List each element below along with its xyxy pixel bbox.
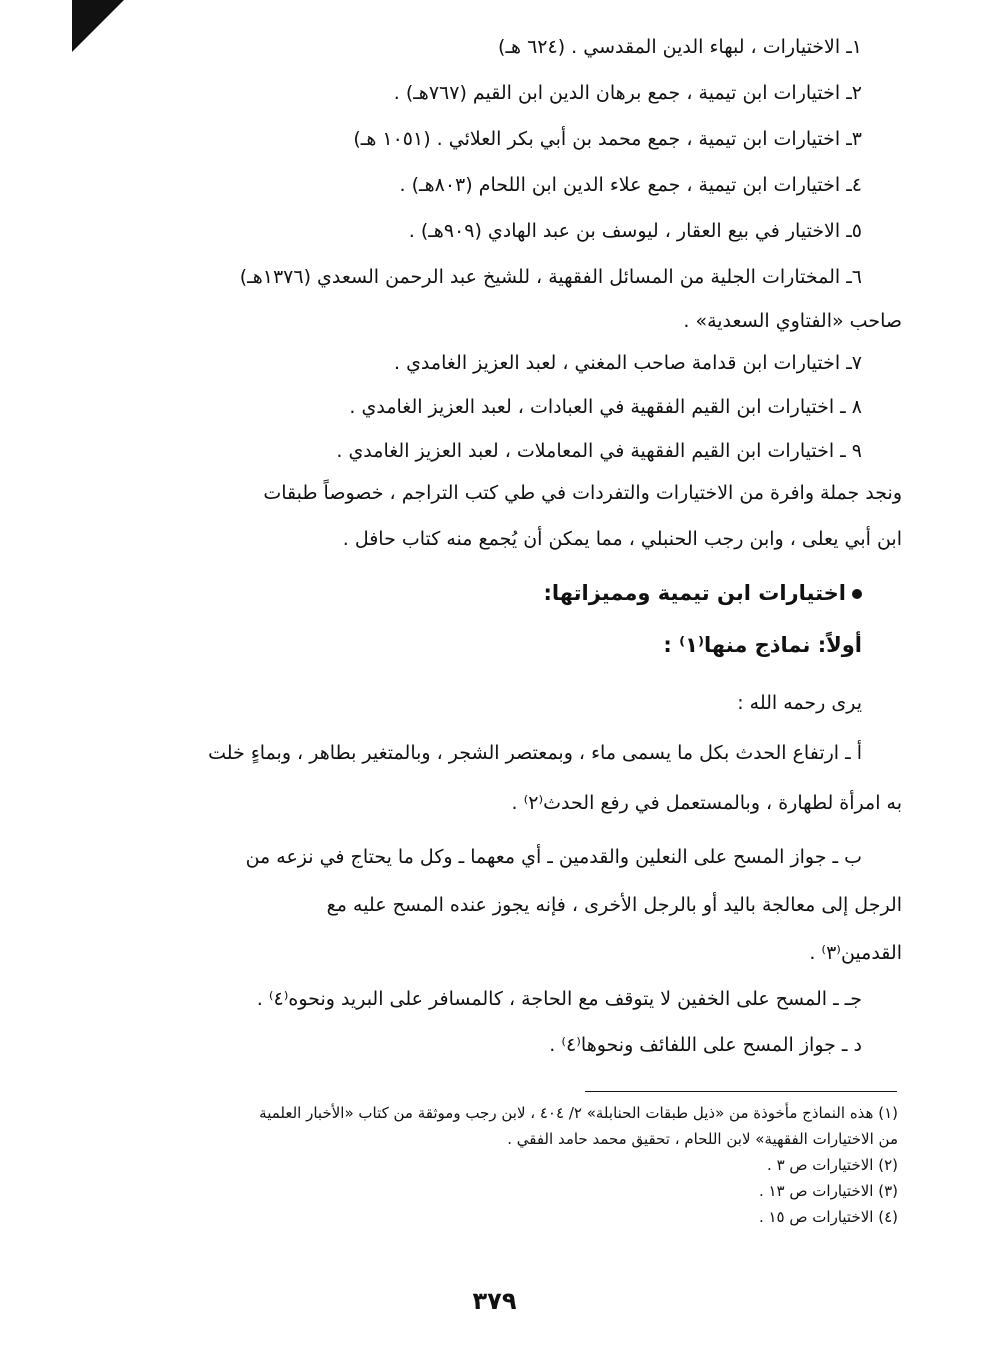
- list-item: ١ـ الاختيارات ، لبهاء الدين المقدسي . (٦٢٤ هـ): [498, 36, 862, 58]
- list-item: ٧ـ اختيارات ابن قدامة صاحب المغني ، لعبد العزيز الغامدي .: [393, 352, 862, 374]
- item-c-line: جـ ـ المسح على الخفين لا يتوقف مع الحاجة ، كالمسافر على البريد ونحوه⁽٤⁾ .: [256, 988, 862, 1010]
- footnote-line: (٣) الاختيارات ص ١٣ .: [758, 1182, 898, 1200]
- item-d-line: د ـ جواز المسح على اللفائف ونحوها⁽٤⁾ .: [549, 1034, 862, 1056]
- item-b-line: القدمين⁽٣⁾ .: [809, 942, 902, 964]
- bullet-icon: [852, 589, 862, 599]
- footnote-divider: [585, 1091, 897, 1092]
- list-item: ٥ـ الاختيار في بيع العقار ، ليوسف بن عبد الهادي (٩٠٩هـ) .: [408, 220, 862, 242]
- subsection-heading: أولاً: نماذج منها⁽١⁾ :: [663, 633, 862, 657]
- list-item: ٩ ـ اختيارات ابن القيم الفقهية في المعاملات ، لعبد العزيز الغامدي .: [336, 440, 862, 462]
- footnote-line: (٤) الاختيارات ص ١٥ .: [758, 1208, 898, 1226]
- item-a-line: أ ـ ارتفاع الحدث بكل ما يسمى ماء ، وبمعتصر الشجر ، وبالمتغير بطاهر ، وبماءٍ خلت: [208, 742, 862, 764]
- corner-mark: [72, 0, 124, 52]
- footnote-line: (٢) الاختيارات ص ٣ .: [767, 1156, 898, 1174]
- list-item: ٤ـ اختيارات ابن تيمية ، جمع علاء الدين ابن اللحام (٨٠٣هـ) .: [399, 174, 862, 196]
- list-item: ٨ ـ اختيارات ابن القيم الفقهية في العبادات ، لعبد العزيز الغامدي .: [349, 396, 862, 418]
- section-heading-text: اختيارات ابن تيمية ومميزاتها:: [543, 581, 846, 605]
- item-b-line: ب ـ جواز المسح على النعلين والقدمين ـ أي معهما ـ وكل ما يحتاج في نزعه من: [245, 846, 862, 868]
- footnote-line: (١) هذه النماذج مأخوذة من «ذيل طبقات الحنابلة» ٢/ ٤٠٤ ، لابن رجب وموثقة من كتاب «الأخبار العلمية: [259, 1104, 898, 1122]
- paragraph-line: ابن أبي يعلى ، وابن رجب الحنبلي ، مما يمكن أن يُجمع منه كتاب حافل .: [342, 528, 902, 550]
- item-a-line: به امرأة لطهارة ، وبالمستعمل في رفع الحدث⁽٢⁾ .: [511, 792, 902, 814]
- paragraph-line: ونجد جملة وافرة من الاختيارات والتفردات في طي كتب التراجم ، خصوصاً طبقات: [263, 482, 902, 504]
- list-item: ٣ـ اختيارات ابن تيمية ، جمع محمد بن أبي بكر العلائي . (١٠٥١ هـ): [353, 128, 862, 150]
- item-b-line: الرجل إلى معالجة باليد أو بالرجل الأخرى ، فإنه يجوز عنده المسح عليه مع: [326, 894, 902, 916]
- list-item: ٢ـ اختيارات ابن تيمية ، جمع برهان الدين ابن القيم (٧٦٧هـ) .: [393, 82, 862, 104]
- intro-text: يرى رحمه الله :: [737, 692, 862, 714]
- page-number: ٣٧٩: [472, 1287, 517, 1315]
- section-heading: [543, 580, 862, 606]
- list-item: ٦ـ المختارات الجلية من المسائل الفقهية ، للشيخ عبد الرحمن السعدي (١٣٧٦هـ): [239, 266, 862, 288]
- footnote-line: من الاختيارات الفقهية» لابن اللحام ، تحقيق محمد حامد الفقي .: [507, 1130, 898, 1148]
- footnotes: [150, 1100, 898, 1230]
- list-item: صاحب «الفتاوي السعدية» .: [683, 310, 902, 332]
